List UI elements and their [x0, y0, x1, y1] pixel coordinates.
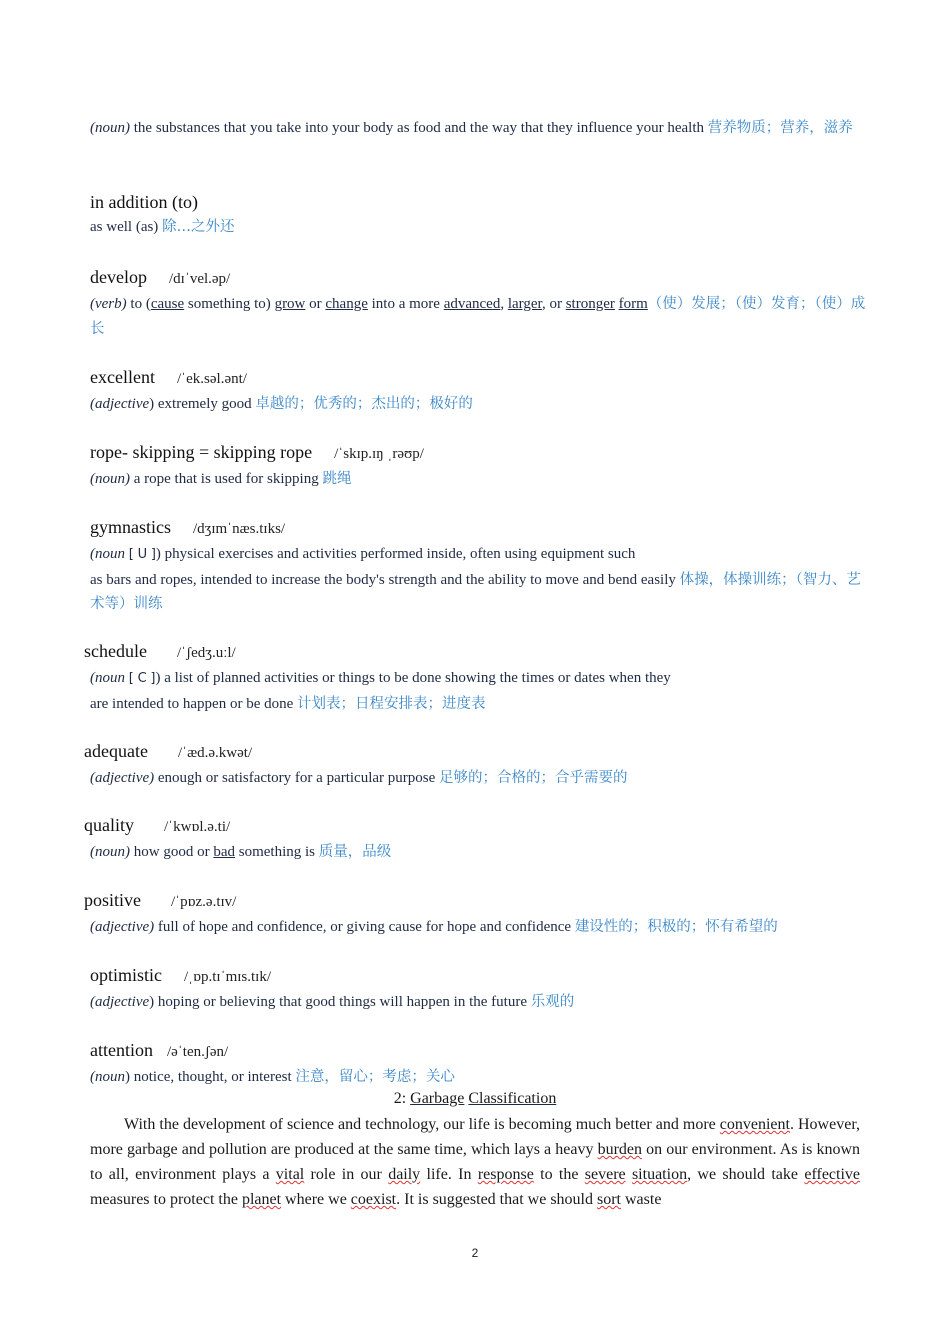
text: waste: [621, 1191, 662, 1208]
definition: [90, 467, 870, 492]
definition-text-cont: as bars and ropes, intended to increase the body's strength and the ability to move and bend easily: [90, 571, 680, 588]
chinese-translation: 体操，体操训练；（智力、艺术等）训练: [90, 571, 861, 612]
chinese-translation: 注意，留心；考虑；关心: [295, 1069, 455, 1085]
section-title-word: Classification: [468, 1090, 557, 1107]
grammar-bracket-open: [: [128, 671, 134, 686]
chinese-translation: 营养物质；营养，滋养: [707, 120, 853, 136]
pronunciation: /ˈʃedʒ.uːl/: [176, 645, 236, 661]
keyword: severe: [584, 1166, 626, 1183]
text: With the development of science and technology, our life is becoming much better and more: [124, 1116, 720, 1133]
entry-excellent: [90, 364, 870, 417]
keyword: coexist: [350, 1191, 397, 1208]
keyword: burden: [597, 1141, 643, 1158]
keyword: effective: [804, 1166, 861, 1183]
pronunciation: /ˈkwɒl.ə.ti/: [164, 819, 231, 835]
pronunciation: /ˌɒp.tɪˈmɪs.tɪk/: [184, 969, 272, 985]
pronunciation: /ˈskɪp.ɪŋ ˌrəʊp/: [334, 446, 424, 462]
grammar-code: U: [137, 547, 148, 562]
headword: attention: [90, 1040, 153, 1060]
entry-rope-skipping: [90, 439, 870, 492]
part-of-speech: (adjective): [90, 919, 155, 935]
text: where we: [281, 1191, 351, 1208]
entry-positive: [84, 887, 864, 940]
definition: [90, 1065, 870, 1090]
definition: [90, 766, 864, 791]
keyword: sort: [597, 1191, 621, 1208]
headword: positive: [84, 890, 141, 910]
chinese-translation: 质量，品级: [318, 844, 392, 860]
definition: [90, 392, 870, 417]
link-stronger[interactable]: stronger: [565, 296, 615, 312]
link-larger[interactable]: larger: [507, 296, 542, 312]
headword: rope- skipping = skipping rope: [90, 442, 313, 462]
definition-text: ) physical exercises and activities performed inside, often using equipment such: [155, 546, 636, 562]
definition-text: a rope that is used for skipping: [130, 471, 323, 487]
headword: optimistic: [90, 965, 162, 985]
definition: [90, 542, 870, 617]
keyword: situation: [631, 1166, 688, 1183]
chinese-translation: 跳绳: [322, 471, 352, 487]
definition-text: the substances that you take into your body as food and the way that they influence your health: [130, 120, 708, 136]
part-of-speech: (noun): [90, 844, 130, 860]
entry-in-addition: [90, 189, 870, 240]
definition-text: ) notice, thought, or interest: [125, 1069, 296, 1085]
grammar-bracket-close: ]: [150, 547, 156, 562]
chinese-translation: 计划表；日程安排表；进度表: [297, 695, 486, 712]
chinese-translation: （使）发展；（使）发育；（使）成长: [90, 296, 866, 337]
definition: [90, 215, 870, 240]
text: . It is suggested that we should: [396, 1191, 597, 1208]
text: how good or: [130, 844, 214, 860]
page-number: 2: [471, 1246, 479, 1260]
definition: [90, 915, 864, 940]
text: into a more: [367, 296, 444, 312]
part-of-speech: (noun): [90, 120, 130, 136]
text: something to): [184, 296, 275, 312]
chinese-translation: 足够的；合格的；合乎需要的: [439, 770, 628, 786]
entry-nutrition: [90, 116, 870, 141]
part-of-speech: (noun): [90, 471, 130, 487]
part-of-speech: (adjective: [90, 994, 150, 1010]
grammar-code: C: [137, 671, 147, 686]
part-of-speech: (adjective: [90, 396, 150, 412]
headword: quality: [84, 815, 134, 835]
grammar-bracket-close: ]: [150, 671, 156, 686]
chinese-translation: 乐观的: [530, 994, 575, 1010]
text: , or: [541, 296, 566, 312]
link-change[interactable]: change: [325, 296, 368, 312]
pronunciation: /ˈek.səl.ənt/: [176, 371, 247, 387]
pronunciation: /ˈæd.ə.kwət/: [177, 745, 253, 761]
entry-attention: [90, 1037, 870, 1090]
passage: [90, 1112, 860, 1212]
text: measures to protect the: [90, 1191, 242, 1208]
section-title-word: Garbage: [410, 1090, 465, 1107]
text: to (: [126, 296, 151, 312]
text: or: [305, 296, 326, 312]
text: life. In: [420, 1166, 478, 1183]
entry-adequate: [84, 738, 864, 791]
section-title: [0, 1087, 950, 1111]
headword: in addition (to): [90, 192, 198, 212]
entry-gymnastics: [90, 514, 870, 617]
headword: develop: [90, 267, 147, 287]
pronunciation: /əˈten.ʃən/: [166, 1044, 229, 1060]
definition: [90, 116, 870, 141]
definition-text: ) extremely good: [149, 396, 256, 412]
keyword: daily: [388, 1166, 421, 1183]
pronunciation: /ˈpɒz.ə.tɪv/: [171, 894, 237, 910]
keyword: convenient: [719, 1116, 790, 1133]
pronunciation: /dʒɪmˈnæs.tɪks/: [193, 521, 286, 537]
part-of-speech: (verb): [90, 296, 127, 312]
text: role in our: [304, 1166, 389, 1183]
part-of-speech: (noun: [90, 670, 125, 686]
entry-optimistic: [90, 962, 870, 1015]
link-bad[interactable]: bad: [213, 844, 235, 860]
definition: [90, 990, 870, 1015]
link-grow[interactable]: grow: [274, 296, 306, 312]
headword: excellent: [90, 367, 155, 387]
chinese-translation: 建设性的；积极的；怀有希望的: [574, 919, 778, 935]
definition: [90, 840, 864, 865]
definition-text: ) a list of planned activities or things to be done showing the times or dates when they: [155, 670, 671, 686]
headword: gymnastics: [90, 517, 171, 537]
definition-text: enough or satisfactory for a particular purpose: [154, 770, 440, 786]
text: on our environment. As is known to all, environment plays a: [90, 1141, 860, 1183]
link-form[interactable]: form: [618, 296, 648, 312]
definition-text: full of hope and confidence, or giving cause for hope and confidence: [154, 919, 575, 935]
entry-schedule: [84, 638, 864, 716]
definition: [90, 666, 864, 716]
headword: adequate: [84, 741, 148, 761]
keyword: response: [477, 1166, 534, 1183]
definition-text: as well (as): [90, 219, 163, 235]
section-number: 2:: [393, 1090, 411, 1107]
keyword: vital: [275, 1166, 305, 1183]
text: something is: [235, 844, 319, 860]
passage-paragraph: [90, 1112, 860, 1212]
chinese-translation: 除…之外还: [162, 219, 235, 235]
definition-text: ) hoping or believing that good things will happen in the future: [149, 994, 531, 1010]
headword: schedule: [84, 641, 147, 661]
part-of-speech: (noun: [90, 1069, 125, 1085]
grammar-bracket-open: [: [128, 547, 134, 562]
chinese-translation: 卓越的；优秀的；杰出的；极好的: [255, 396, 473, 412]
text: to the: [533, 1166, 585, 1183]
link-cause[interactable]: cause: [150, 296, 185, 312]
definition-text-cont: are intended to happen or be done: [90, 695, 298, 712]
pronunciation: /dɪˈvel.əp/: [168, 271, 231, 287]
link-advanced[interactable]: advanced: [443, 296, 501, 312]
keyword: planet: [241, 1191, 282, 1208]
part-of-speech: (noun: [90, 546, 125, 562]
text: , we should take: [687, 1166, 805, 1183]
definition: [90, 292, 870, 341]
text: ,: [500, 296, 508, 312]
part-of-speech: (adjective): [90, 770, 155, 786]
entry-develop: [90, 264, 870, 341]
text: . However, more garbage and pollution are produced at the same time, which lays a heavy: [90, 1116, 861, 1158]
entry-quality: [84, 812, 864, 865]
